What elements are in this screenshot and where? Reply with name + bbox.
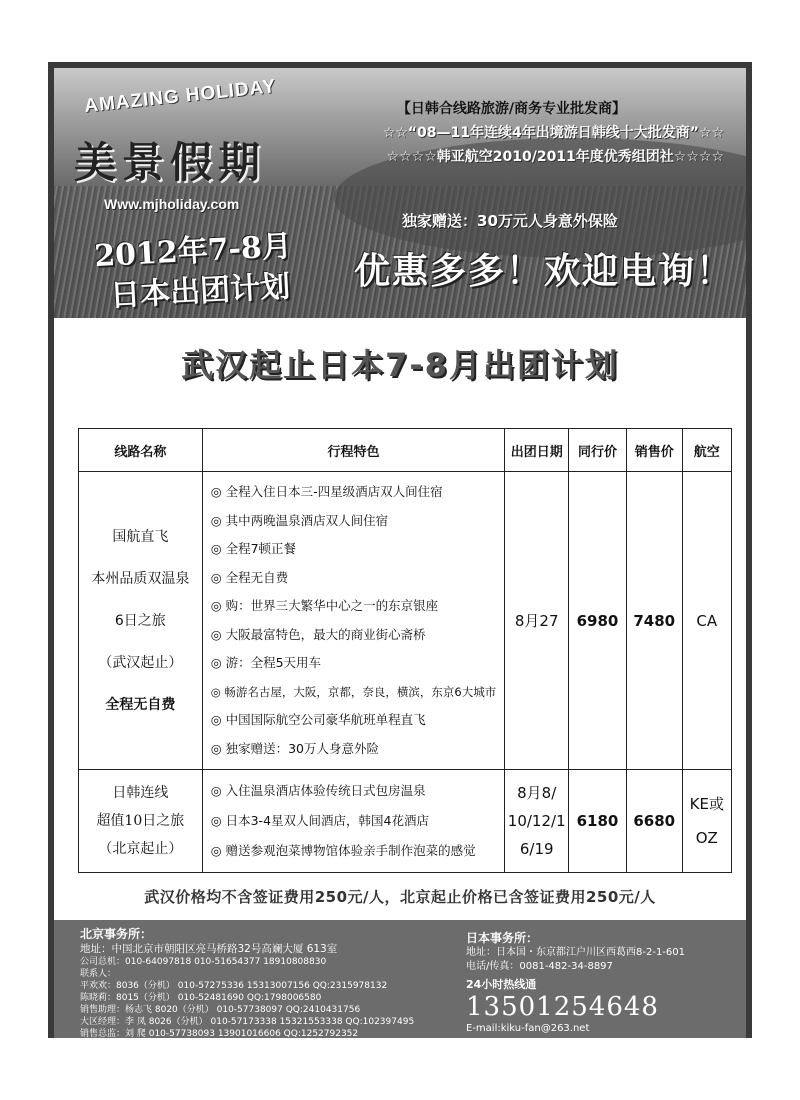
- route-line: （武汉起止）: [98, 654, 183, 671]
- page-title: 武汉起止日本7-8月出团计划: [181, 346, 619, 384]
- feature-item: ◎ 大阪最富特色，最大的商业街心斋桥: [210, 626, 426, 642]
- beijing-phone: 公司总机：010-64097818 010-51654377 18910808830: [80, 957, 327, 967]
- route-line: 国航直飞: [112, 528, 169, 545]
- col-route: 线路名称: [79, 429, 203, 472]
- feature-item: ◎ 独家赠送：30万人身意外险: [210, 740, 380, 756]
- hotline-number: 13501254648: [466, 992, 659, 1022]
- insurance-gift: 独家赠送：30万元人身意外保险: [402, 212, 618, 230]
- tour-table: [78, 428, 732, 873]
- beijing-address: 地址：中国北京市朝阳区亮马桥路32号高斓大厦 613室: [80, 943, 338, 955]
- feature-item: ◎ 全程入住日本三-四星级酒店双人间住宿: [210, 484, 443, 499]
- japan-address: 地址：日本国・东京都江户川区西葛西8-2-1-601: [466, 947, 685, 958]
- table-row: [79, 472, 732, 770]
- date-line: 8月8/: [517, 784, 557, 802]
- airline-line: OZ: [695, 829, 718, 847]
- contact-line: 销售总监：刘 爬 010-57738093 13901016606 QQ:1252792352: [80, 1029, 359, 1039]
- peer-price: 6180: [569, 770, 627, 873]
- website-url: Www.mjholiday.com: [104, 196, 240, 212]
- beijing-heading: 北京事务所：: [80, 927, 153, 941]
- feature-item: ◎ 游：全程5天用车: [210, 655, 322, 670]
- promo-slogan: 优惠多多！欢迎电询！: [354, 250, 735, 292]
- japan-heading: 日本事务所：: [466, 931, 539, 945]
- feature-item: ◎ 中国国际航空公司豪华航班单程直飞: [210, 712, 426, 727]
- feature-item: ◎ 其中两晚温泉酒店双人间住宿: [210, 512, 389, 528]
- col-airline: 航空: [682, 429, 731, 472]
- brand-chinese-logo: 美景假期: [74, 138, 267, 187]
- beijing-office: [80, 926, 480, 1040]
- contact-line: 大区经理：李 凤 8026（分机） 010-57173338 15321553338 QQ:102397495: [80, 1017, 415, 1027]
- feature-item: ◎ 购：世界三大繁华中心之一的东京银座: [210, 598, 439, 613]
- departure-date: 8月27: [505, 472, 569, 770]
- airline-line: KE或: [689, 795, 724, 813]
- hotline-label: 24小时热线通: [466, 978, 537, 991]
- route-line: 本州品质双温泉: [91, 570, 190, 587]
- route-line: 6日之旅: [114, 612, 166, 629]
- header-banner: [54, 68, 746, 318]
- route-cell: [79, 472, 203, 770]
- route-line: （北京起止）: [98, 841, 183, 857]
- airline: CA: [682, 472, 731, 770]
- route-line: 日韩连线: [112, 785, 169, 801]
- date-line: 10/12/1: [507, 812, 566, 830]
- feature-item: ◎ 全程7顿正餐: [210, 541, 297, 556]
- banner-year: 2012年7-8月: [93, 228, 293, 275]
- contact-footer: [54, 920, 746, 1038]
- contact-line: 陈晓莉：8015（分机） 010-52481690 QQ:1798006580: [80, 993, 322, 1003]
- japan-phone: 电话/传真：0081-482-34-8897: [466, 961, 613, 972]
- flyer-page: [48, 62, 752, 1038]
- tagline-asiana: ☆☆☆☆韩亚航空2010/2011年度优秀组团社☆☆☆☆: [386, 149, 724, 165]
- col-sale-price: 销售价: [626, 429, 682, 472]
- feature-item: ◎ 全程无自费: [210, 569, 289, 585]
- features-cell: [202, 770, 505, 873]
- banner-plan: 日本出团计划: [109, 269, 291, 314]
- japan-office: [466, 930, 746, 1036]
- feature-item: ◎ 赠送参观泡菜博物馆体验亲手制作泡菜的感觉: [210, 843, 476, 858]
- sale-price: 6680: [626, 770, 682, 873]
- visa-fee-note: 武汉价格均不含签证费用250元/人，北京起止价格已含签证费用250元/人: [144, 888, 656, 906]
- col-features: 行程特色: [202, 429, 505, 472]
- route-cell: [79, 770, 203, 873]
- feature-item: ◎ 日本3-4星双人间酒店，韩国4花酒店: [210, 813, 429, 828]
- contacts-label: 联系人：: [80, 969, 117, 979]
- sale-price: 7480: [626, 472, 682, 770]
- contact-line: 销售助理：杨志飞 8020（分机） 010-57738097 QQ:2410431756: [80, 1005, 361, 1015]
- peer-price: 6980: [569, 472, 627, 770]
- contact-line: 平欢欢：8036（分机） 010-57275336 15313007156 QQ:2315978132: [80, 981, 388, 991]
- feature-item: ◎ 入住温泉酒店体验传统日式包房温泉: [210, 783, 426, 798]
- table-row: [79, 770, 732, 873]
- feature-item: ◎ 畅游名古屋，大阪，京都，奈良，横滨，东京6大城市: [210, 684, 497, 699]
- date-line: 6/19: [519, 840, 554, 858]
- airline: [682, 770, 731, 873]
- brand-english-logo: AMAZING HOLIDAY: [83, 75, 278, 118]
- tagline-wholesaler: 【日韩合线路旅游/商务专业批发商】: [396, 101, 626, 117]
- features-cell: [202, 472, 505, 770]
- tagline-award: ☆☆“08—11年连续4年出境游日韩线十大批发商”☆☆: [382, 125, 724, 141]
- departure-date: [505, 770, 569, 873]
- route-line: 全程无自费: [105, 696, 176, 713]
- col-peer-price: 同行价: [569, 429, 627, 472]
- col-date: 出团日期: [505, 429, 569, 472]
- route-line: 超值10日之旅: [96, 813, 185, 829]
- email-address: E-mail:kiku-fan@263.net: [466, 1023, 590, 1034]
- table-header-row: [79, 429, 732, 472]
